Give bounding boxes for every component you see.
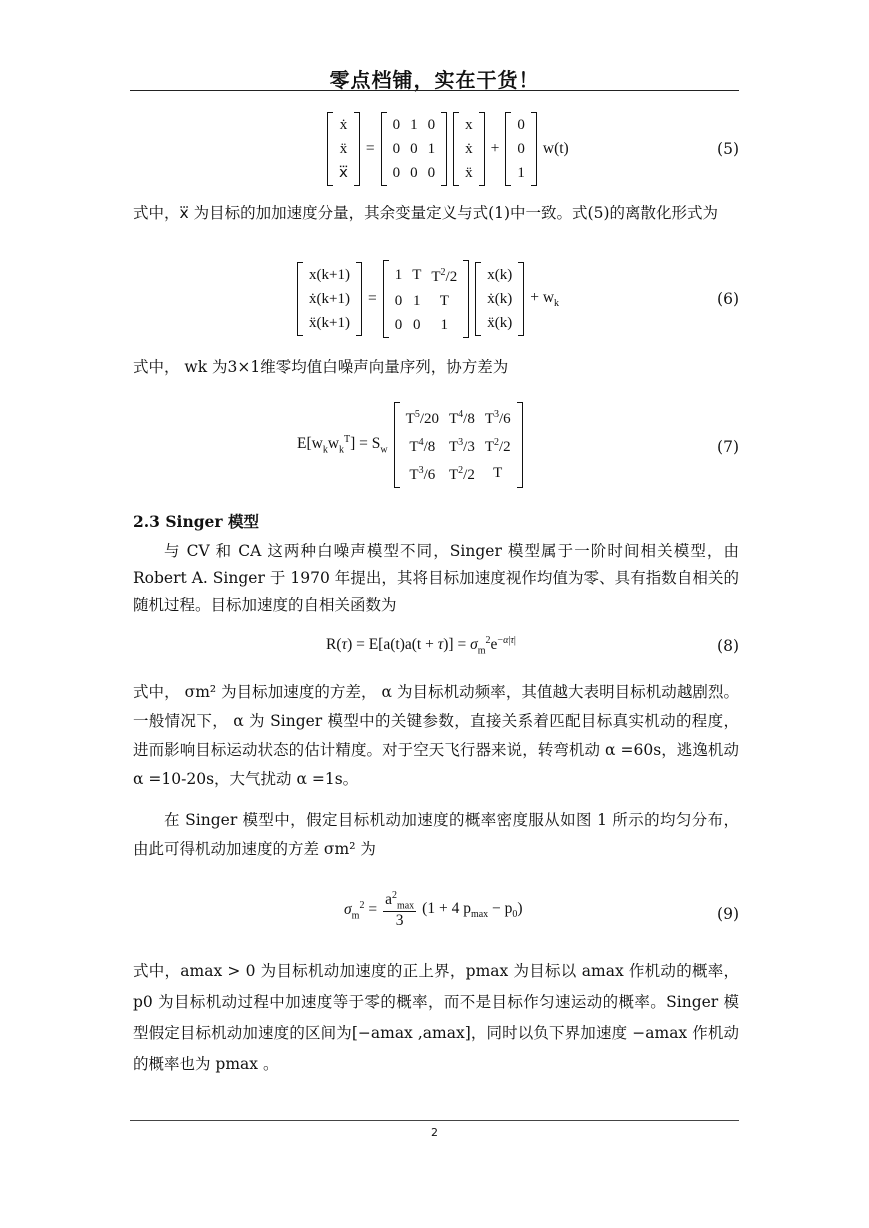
paragraph-2: 式中， wk 为3×1维零均值白噪声向量序列，协方差为 xyxy=(133,358,509,376)
equation-number-6: (6) xyxy=(717,290,739,308)
page-header: 零点档铺，实在干货！ xyxy=(329,68,540,92)
equation-7: $E[w_kw_k^T] = S_w$ $T^5/20$ $T^4/8$ $T^3/6$ $T^4/8$ $T^3/3$ $T^2/2$ $T^3/6$ $T^2/2$ T xyxy=(297,402,523,488)
equation-5: ẋ ẍ x⃛ = 0 1 0 0 0 1 0 0 0 x ẋ ẍ + 0 0 1 w(t) xyxy=(327,112,569,186)
paragraph-1: 式中，x⃛ 为目标的加加速度分量，其余变量定义与式(1)中一致。式(5)的离散化形式为 xyxy=(133,204,719,222)
footer-rule xyxy=(130,1120,739,1121)
matrix-current-state: x(k) ẋ(k) ẍ(k) xyxy=(475,262,524,336)
paragraph-4: 式中， σm² 为目标加速度的方差， α 为目标机动频率，其值越大表明目标机动越剧烈。一般情况下， α 为 Singer 模型中的关键参数，直接关系着匹配目标真实机动的程度，进而影响目标运动状态的估计精度。对于空天飞行器来说，转弯机动 α =60s，逃逸机动 α =10-20s，大气扰动 α =1s。 xyxy=(133,683,739,788)
equation-6: x(k+1) ẋ(k+1) ẍ(k+1) = 1 T $T^2/2$ 0 1 T 0 0 1 x(k) ẋ(k) ẍ(k) + $w_k$ xyxy=(297,260,559,338)
equation-9: $\sigma_m^2$ = $\frac{a^2_{max}}{3}$ (1 + 4 $p_{max} - p_0$) xyxy=(344,890,523,930)
equation-number-7: (7) xyxy=(717,438,739,456)
page-number: 2 xyxy=(431,1126,438,1139)
matrix-discrete-transition: 1 T $T^2/2$ 0 1 T 0 0 1 xyxy=(383,260,470,338)
matrix-state-derivative: ẋ ẍ x⃛ xyxy=(327,112,360,186)
paragraph-5: 在 Singer 模型中，假定目标机动加速度的概率密度服从如图 1 所示的均匀分布，由此可得机动加速度的方差 σm² 为 xyxy=(133,811,739,858)
equation-number-9: (9) xyxy=(717,905,739,923)
paragraph-3: 与 CV 和 CA 这两种白噪声模型不同，Singer 模型属于一阶时间相关模型，由 Robert A. Singer 于 1970 年提出，其将目标加速度视作均值为零、具有指数自相关的随机过程。目标加速度的自相关函数为 xyxy=(133,542,739,614)
matrix-input: 0 0 1 xyxy=(505,112,537,186)
matrix-transition: 0 1 0 0 0 1 0 0 0 xyxy=(381,112,448,186)
equation-number-5: (5) xyxy=(717,140,739,158)
equation-8: $R(\tau) = E[a(t)a(t + \tau)] = \sigma_m^2e^{-\alpha|\tau|}$ xyxy=(326,635,516,657)
section-heading: 2.3 Singer 模型 xyxy=(133,512,259,531)
matrix-covariance: $T^5/20$ $T^4/8$ $T^3/6$ $T^4/8$ $T^3/3$ $T^2/2$ $T^3/6$ $T^2/2$ T xyxy=(394,402,523,488)
header-rule xyxy=(130,90,739,91)
equation-number-8: (8) xyxy=(717,637,739,655)
paragraph-6: 式中，amax > 0 为目标机动加速度的正上界，pmax 为目标以 amax 作机动的概率，p0 为目标机动过程中加速度等于零的概率，而不是目标作匀速运动的概率。Singer 模型假定目标机动加速度的区间为[−amax ,amax]，同时以负下界加速度 −amax 作机动的概率也为 pmax 。 xyxy=(133,962,739,1073)
matrix-state: x ẋ ẍ xyxy=(453,112,485,186)
matrix-next-state: x(k+1) ẋ(k+1) ẍ(k+1) xyxy=(297,262,362,336)
